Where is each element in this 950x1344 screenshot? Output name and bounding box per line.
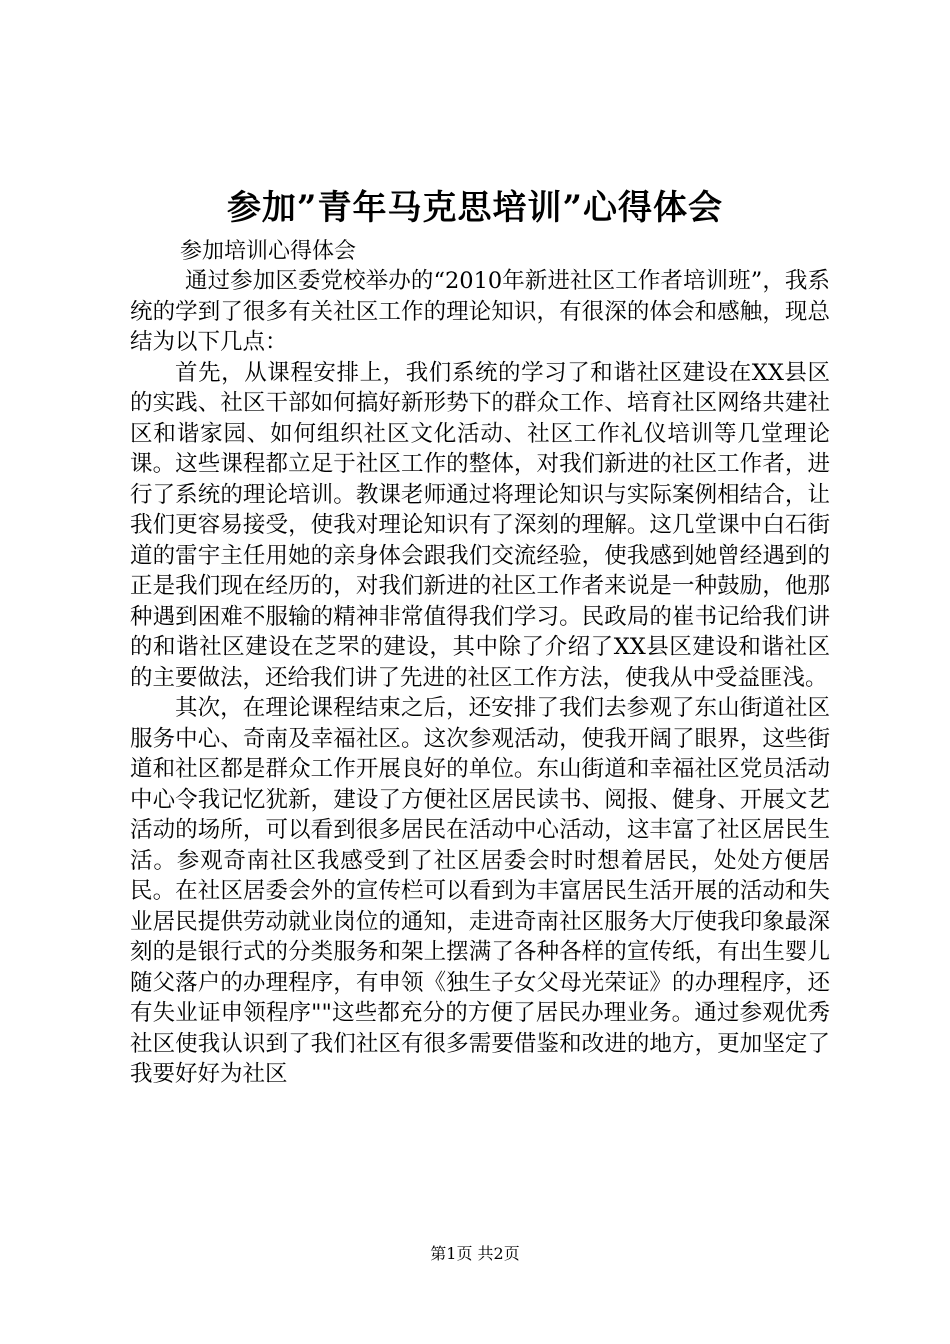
page-footer: 第1页 共2页 [430,1244,520,1263]
paragraph-2: 首先，从课程安排上，我们系统的学习了和谐社区建设在XX县区的实践、社区干部如何搞好新形势下的群众工作、培育社区网络共建社区和谐家园、如何组织社区文化活动、社区工作礼仪培训等几堂理论课。这些课程都立足于社区工作的整体，对我们新进的社区工作者，进行了系统的理论培训。教课老师通过将理论知识与实际案例相结合，让我们更容易接受，使我对理论知识有了深刻的理解。这几堂课中白石街道的雷宇主任用她的亲身体会跟我们交流经验，使我感到她曾经遇到的正是我们现在经历的，对我们新进的社区工作者来说是一种鼓励，他那种遇到困难不服输的精神非常值得我们学习。民政局的崔书记给我们讲的和谐社区建设在芝罘的建设，其中除了介绍了XX县区建设和谐社区的主要做法，还给我们讲了先进的社区工作方法，使我从中受益匪浅。 [130,359,830,691]
paragraph-3: 其次，在理论课程结束之后，还安排了我们去参观了东山街道社区服务中心、奇南及幸福社区。这次参观活动，使我开阔了眼界，这些街道和社区都是群众工作开展良好的单位。东山街道和幸福社区党员活动中心令我记忆犹新，建设了方便社区居民读书、阅报、健身、开展文艺活动的场所，可以看到很多居民在活动中心活动，这丰富了社区居民生活。参观奇南社区我感受到了社区居委会时时想着居民，处处方便居民。在社区居委会外的宣传栏可以看到为丰富居民生活开展的活动和失业居民提供劳动就业岗位的通知，走进奇南社区服务大厅使我印象最深刻的是银行式的分类服务和架上摆满了各种各样的宣传纸，有出生婴儿随父落户的办理程序，有申领《独生子女父母光荣证》的办理程序，还有失业证申领程序""这些都充分的方便了居民办理业务。通过参观优秀社区使我认识到了我们社区有很多需要借鉴和改进的地方，更加坚定了我要好好为社区 [130,695,830,1087]
paragraph-1: 通过参加区委党校举办的“2010年新进社区工作者培训班”，我系统的学到了很多有关社区工作的理论知识，有很深的体会和感触，现总结为以下几点： [130,268,830,355]
document-title: 参加”青年马克思培训”心得体会 [226,188,724,228]
document-body [130,266,830,1090]
document-subtitle: 参加培训心得体会 [180,239,357,264]
